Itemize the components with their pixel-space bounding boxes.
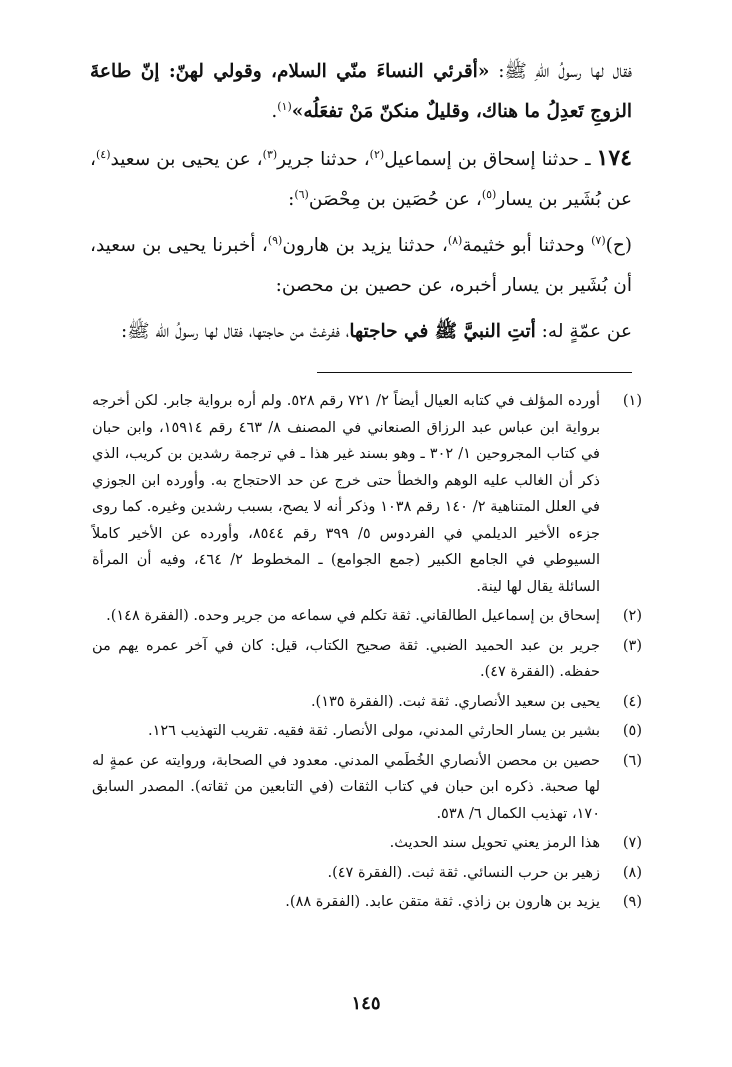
footnote-ref: (٧) (591, 233, 606, 247)
footnote-ref: (٢) (369, 147, 385, 161)
footnote-text: أورده المؤلف في كتابه العيال أيضاً ٢/ ٧٢١ رقم ٥٢٨. ولم أره برواية جابر. لكن أخرجه برواية ابن عباس عبد الرزاق الصنعاني في المصنف ٨/ ٤٦٣ رقم ١٥٩١٤، وابن حبان في كتاب المجروحين ١/ ٣٠٢ ـ وهو بسند غير هذا ـ في ترجمة رشدين بن كريب، الذي ذكر أن الغالب عليه الوهم والخطأ حتى خرج عن حد الاحتجاج به. وأورده ابن الجوزي في العلل المتناهية ٢/ ١٤٠ رقم ١٠٣٨ وذكر أنه لا يصح، بسبب رشدين وغيره. كما روى جزءه الأخير الديلمي في الفردوس ٥/ ٣٩٩ رقم ٨٥٤٤، وأورده عن الأخير كاملاً السيوطي في الجامع الكبير (جمع الجوامع) ـ المخطوط ٢/ ٤٦٤، وفيه أن المرأة السائلة يقال لها لينة. (92, 393, 600, 595)
footnote-number: (٩) (622, 894, 642, 910)
footnote-number: (١) (622, 393, 642, 409)
text-run: ، أخبرنا يحيى بن سعيد، أن بُشَير بن يسار أخبره، عن حصين بن محصن: (90, 235, 632, 296)
text-run: ، ففرغتْ من حاجتها، فقال لها رسولُ الله ﷺ: (120, 321, 350, 342)
footnote (92, 718, 642, 745)
footnote (92, 860, 642, 887)
footnote-separator (317, 372, 632, 373)
footnote-number: (٣) (622, 637, 642, 654)
hadith-number: ١٧٤ (596, 145, 632, 171)
text-run: : (288, 189, 295, 210)
footnote-text: إسحاق بن إسماعيل الطالقاني. ثقة تكلم في سماعه من جرير وحده. (الفقرة ١٤٨). (106, 608, 600, 624)
footnote (92, 689, 642, 716)
footnote-text: بشير بن يسار الحارثي المدني، مولى الأنصار. ثقة فقيه. تقريب التهذيب ١٢٦. (148, 723, 600, 739)
footnote-ref: (٣) (262, 147, 278, 161)
footnote (92, 830, 642, 857)
footnote (92, 889, 642, 916)
text-run: عن عمّةٍ له: (535, 321, 632, 342)
footnote-number: (٥) (622, 723, 642, 739)
footnote-text: يحيى بن سعيد الأنصاري. ثقة ثبت. (الفقرة ١٣٥). (310, 693, 600, 710)
footnote-ref: (٦) (294, 187, 309, 201)
footnote-text: جرير بن عبد الحميد الضبي. ثقة صحيح الكتاب، قيل: كان في آخر عمره يهم من حفظه. (الفقرة ٤٧). (92, 637, 600, 680)
footnote-ref: (٤) (95, 147, 111, 161)
text-run: (ح) (605, 235, 633, 256)
text-run: فقال لها رسولُ اللّٰهِ ﷺ: (489, 61, 632, 82)
paragraph-4 (90, 312, 632, 352)
hadith-quote: «أقرئي النساءَ منّي السلام، وقولي لهنّ: إنّ طاعةَ الزوجِ تَعدِلُ ما هناك، وقليلٌ منكنّ مَنْ تفعَلُه» (90, 61, 632, 122)
page-number: ١٤٥ (351, 993, 381, 1014)
hadith-quote: أتتِ النبيَّ ﷺ في حاجتها (349, 321, 536, 342)
footnote-number: (٤) (622, 693, 642, 710)
footnote (92, 603, 642, 630)
footnote-ref: (١) (277, 99, 292, 113)
footnote-number: (٦) (622, 752, 642, 769)
footnote-ref: (٨) (447, 233, 463, 247)
text-run: ـ حدثنا إسحاق بن إسماعيل (384, 149, 597, 170)
text-run: . (271, 101, 278, 122)
footnote-ref: (٥) (481, 187, 497, 201)
footnote-text: يزيد بن هارون بن زاذي. ثقة متقن عابد. (الفقرة ٨٨). (285, 894, 600, 910)
footnote-number: (٧) (622, 835, 642, 851)
text-run: ، حدثنا جرير (277, 149, 370, 170)
footnote-number: (٨) (622, 864, 642, 881)
text-run: ، عن بُشَير بن يسار (90, 149, 632, 210)
paragraph-3 (90, 226, 632, 306)
text-run: ، عن يحيى بن سعيد (110, 149, 263, 170)
footnote-text: حصين بن محصن الأنصاري الخُطَمي المدني. معدود في الصحابة، وروايته عن عمةٍ له لها صحبة. ذكره ابن حبان في كتاب الثقات (في التابعين من ثقاته). المصدر السابق ١٧٠، تهذيب الكمال ٦/ ٥٣٨. (92, 752, 600, 822)
paragraph-1 (90, 52, 632, 132)
text-run: ، عن حُصَين بن مِحْصَن (308, 189, 482, 210)
footnote (92, 388, 642, 600)
footnote-text: هذا الرمز يعني تحويل سند الحديث. (389, 835, 600, 851)
text-run: وحدثنا أبو خثيمة (462, 235, 592, 256)
footnotes (92, 388, 642, 919)
footnote-text: زهير بن حرب النسائي. ثقة ثبت. (الفقرة ٤٧). (327, 864, 600, 881)
footnote-number: (٢) (622, 608, 642, 624)
footnote (92, 748, 642, 828)
main-text (90, 52, 632, 352)
text-run: ، حدثنا يزيد بن هارون (282, 235, 448, 256)
footnote-ref: (٩) (267, 233, 283, 247)
footnote (92, 633, 642, 686)
paragraph-2 (90, 138, 632, 220)
